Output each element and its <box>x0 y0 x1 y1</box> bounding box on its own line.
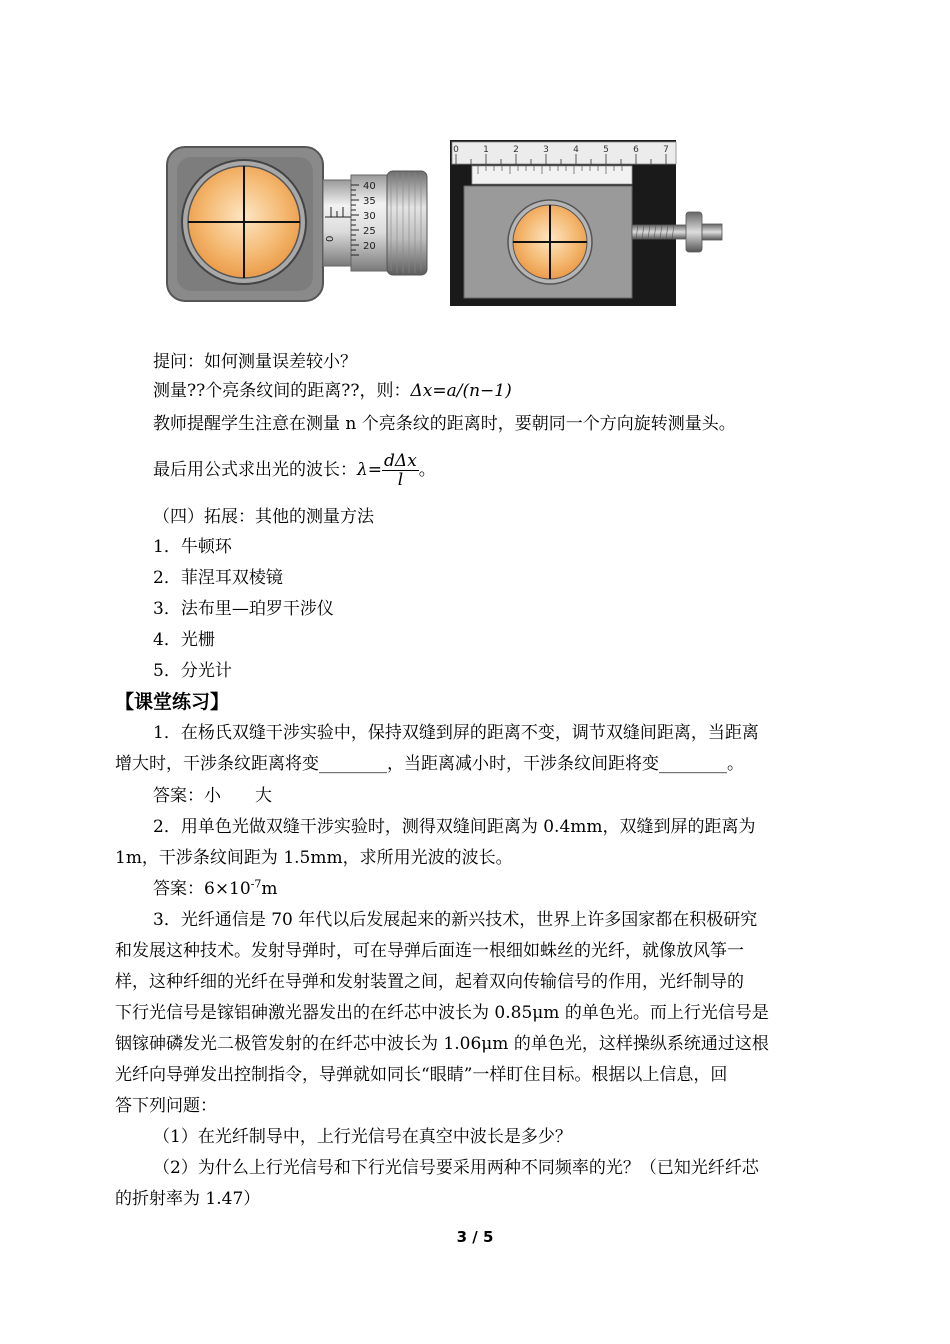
ruler-tick-label: 1 <box>483 145 489 155</box>
q1-line: 增大时，干涉条纹距离将变________，当距离减小时，干涉条纹间距将变________。 <box>115 754 744 774</box>
question-prefix: 提问： <box>153 352 204 372</box>
method-item: 2．菲涅耳双棱镜 <box>153 568 283 588</box>
method-item: 3．法布里—珀罗干涉仪 <box>153 599 334 619</box>
q1-line: 1．在杨氏双缝干涉实验中，保持双缝到屏的距离不变，调节双缝间距离，当距离 <box>153 723 759 743</box>
q3-line: 和发展这种技术。发射导弹时，可在导弹后面连一根细如蛛丝的光纤，就像放风筝一 <box>115 941 744 961</box>
micrometer-tick-label: 30 <box>363 211 376 222</box>
micrometer-base-mark: 0 <box>325 235 336 242</box>
final-prefix: 最后用公式求出光的波长： <box>153 460 357 480</box>
micrometer-tick-label: 25 <box>363 226 376 237</box>
question-text: 如何测量误差较小？ <box>204 352 357 372</box>
ruler-tick-label: 2 <box>513 145 519 155</box>
measure-prefix: 测量??个亮条纹间的距离??，则： <box>153 381 411 401</box>
wavelength-line <box>153 452 436 489</box>
final-suffix: 。 <box>418 460 436 480</box>
measure-line <box>153 379 512 403</box>
extension-heading: （四）拓展：其他的测量方法 <box>153 507 374 527</box>
q3-line: 3．光纤通信是 70 年代以后发展起来的新兴技术，世界上许多国家都在积极研究 <box>153 910 758 930</box>
q2-line: 2．用单色光做双缝干涉实验时，测得双缝间距离为 0.4mm，双缝到屏的距离为 <box>153 817 756 837</box>
answer-2-prefix: 答案：6×10 <box>153 879 251 899</box>
teacher-note: 教师提醒学生注意在测量 n 个亮条纹的距离时，要朝同一个方向旋转测量头。 <box>153 414 736 434</box>
q3-sub-question-2: （2）为什么上行光信号和下行光信号要采用两种不同频率的光？（已知光纤纤芯 <box>153 1158 759 1178</box>
question-line <box>153 350 357 374</box>
method-item: 5．分光计 <box>153 661 232 681</box>
lambda-numerator: dΔx <box>384 451 417 471</box>
delta-formula: Δx=a/(n−1) <box>410 381 512 401</box>
q3-sub-question-1: （1）在光纤制导中，上行光信号在真空中波长是多少？ <box>153 1127 572 1147</box>
method-item: 1．牛顿环 <box>153 537 232 557</box>
q2-line: 1m，干涉条纹间距为 1.5mm，求所用光波的波长。 <box>115 848 513 868</box>
q3-line: 下行光信号是镓铝砷激光器发出的在纤芯中波长为 0.85μm 的单色光。而上行光信号是 <box>115 1003 769 1023</box>
answer-2 <box>153 877 278 901</box>
ruler-tick-label: 6 <box>633 145 639 155</box>
page-number: 3 / 5 <box>456 1228 494 1246</box>
q3-line: 样，这种纤细的光纤在导弹和发射装置之间，起着双向传输信号的作用，光纤制导的 <box>115 972 744 992</box>
ruler-tick-label: 3 <box>543 145 549 155</box>
ruler-tick-label: 4 <box>573 145 579 155</box>
ruler-tick-label: 0 <box>453 145 459 155</box>
method-item: 4．光栅 <box>153 630 215 650</box>
lambda-denominator: l <box>397 470 404 490</box>
answer-1: 答案：小 大 <box>153 786 272 806</box>
micrometer-eyepiece-figure <box>165 145 435 305</box>
practice-heading: 【课堂练习】 <box>115 691 230 713</box>
answer-2-unit: m <box>261 879 278 899</box>
lambda-lhs: λ= <box>357 460 383 480</box>
q3-sub-question-2-cont: 的折射率为 1.47） <box>115 1189 261 1209</box>
answer-2-exponent: -7 <box>250 877 262 891</box>
micrometer-tick-label: 20 <box>363 241 376 252</box>
ruler-eyepiece-figure <box>450 140 730 308</box>
q3-line: 答下列问题： <box>115 1096 217 1116</box>
micrometer-tick-label: 40 <box>363 181 376 192</box>
ruler-tick-label: 7 <box>663 145 669 155</box>
q3-line: 光纤向导弹发出控制指令，导弹就如同长“眼睛”一样盯住目标。根据以上信息，回 <box>115 1065 728 1085</box>
lambda-fraction <box>382 452 419 489</box>
micrometer-tick-label: 35 <box>363 196 376 207</box>
ruler-tick-label: 5 <box>603 145 609 155</box>
q3-line: 铟镓砷磷发光二极管发射的在纤芯中波长为 1.06μm 的单色光，这样操纵系统通过这根 <box>115 1034 769 1054</box>
